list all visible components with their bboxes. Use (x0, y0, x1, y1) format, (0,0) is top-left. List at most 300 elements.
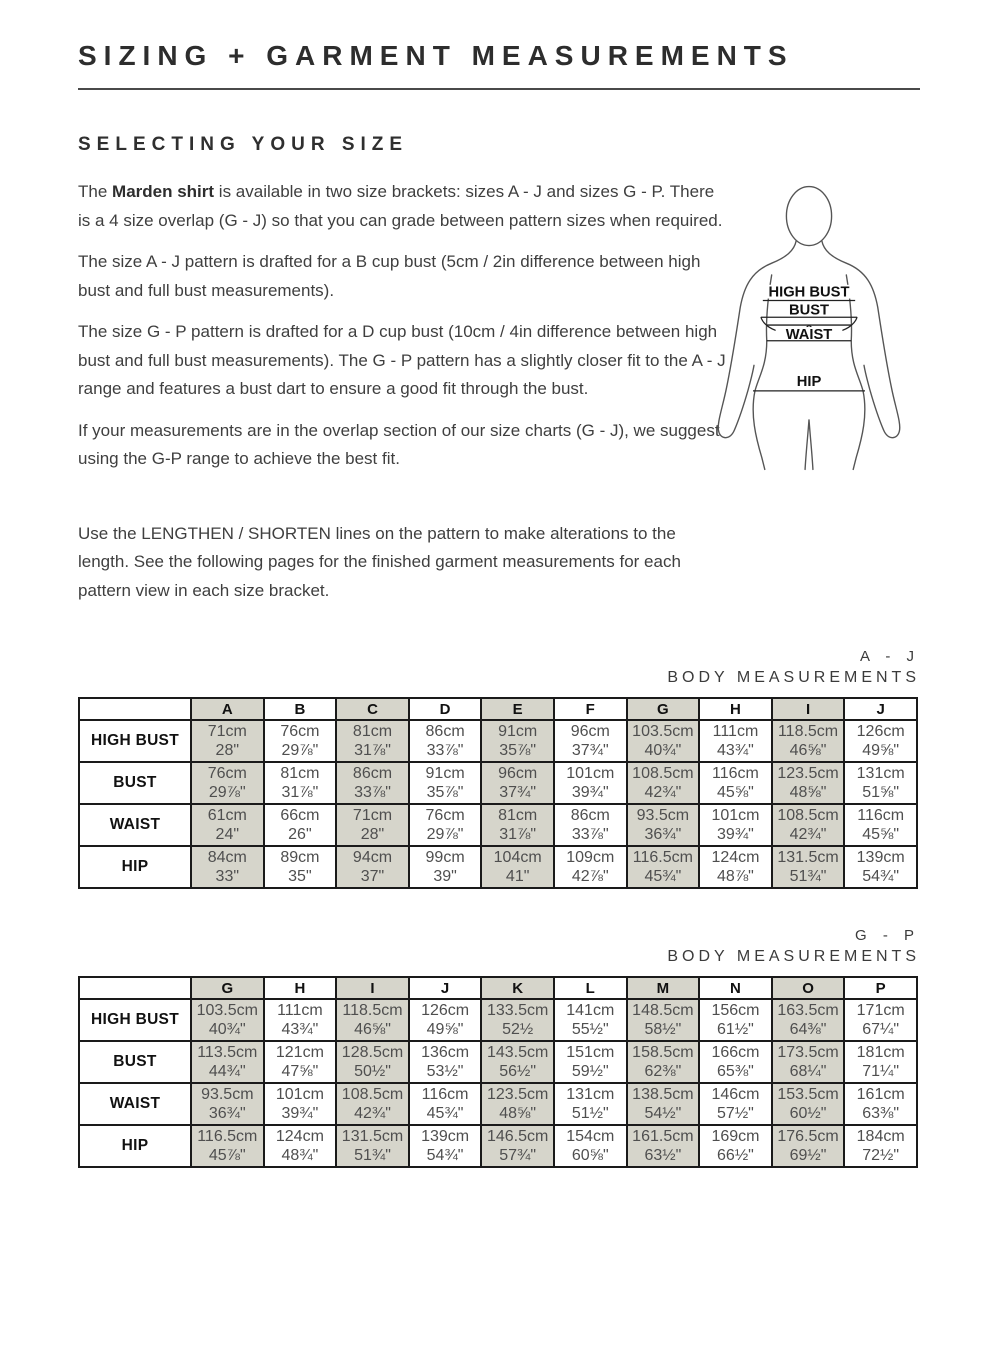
measurement-cell-m-waist (627, 1083, 700, 1125)
size-letter-a: A (191, 698, 264, 720)
measurement-cm: 96cm (498, 765, 538, 782)
measurement-cm: 163.5cm (777, 1002, 839, 1019)
measurement-cell-h-hip (264, 1125, 337, 1167)
size-letter-e: E (481, 698, 554, 720)
measurement-cm: 118.5cm (342, 1002, 403, 1019)
measurement-cell-l-bust (554, 1041, 627, 1083)
measurement-cm: 109cm (566, 849, 615, 866)
measurement-cm: 93.5cm (201, 1086, 254, 1103)
measurement-in: 51½" (571, 1105, 609, 1122)
measurement-cell-g-waist (627, 804, 700, 846)
measurement-cm: 166cm (711, 1044, 760, 1061)
measurement-in: 65⅜" (717, 1063, 754, 1080)
measurement-cm: 138.5cm (632, 1086, 694, 1103)
row-label-bust: BUST (79, 762, 191, 804)
measurement-cm: 104cm (493, 849, 542, 866)
measurement-cell-i-bust (336, 1041, 409, 1083)
row-label-waist: WAIST (79, 1083, 191, 1125)
measurement-cm: 171cm (856, 1002, 905, 1019)
measurement-in: 45¾" (426, 1105, 464, 1122)
measurement-cell-l-hip (554, 1125, 627, 1167)
measurement-cm: 91cm (425, 765, 465, 782)
measurement-in: 51⅝" (862, 784, 900, 801)
measurement-in: 42¾" (789, 826, 827, 843)
measurement-cm: 151cm (566, 1044, 615, 1061)
measurement-cm: 66cm (280, 807, 320, 824)
measurement-cm: 116cm (712, 765, 759, 782)
measurement-in: 64⅜" (789, 1021, 827, 1038)
bracket-label-a-j: A - J (859, 648, 920, 665)
measurement-row-bust (79, 762, 917, 804)
measurement-in: 45⅝" (717, 784, 754, 801)
measurement-cell-i-hip (772, 846, 845, 888)
measurement-cell-a-hip (191, 846, 264, 888)
measurement-in: 28" (360, 826, 385, 843)
measurement-cm: 116cm (857, 807, 905, 824)
measurement-in: 39¾" (571, 784, 609, 801)
measurement-in: 72½" (862, 1147, 900, 1164)
measurement-cm: 139cm (421, 1128, 470, 1145)
measurement-cell-p-high-bust (844, 999, 917, 1041)
measurement-in: 36¾" (208, 1105, 246, 1122)
size-letter-g: G (627, 698, 700, 720)
measurement-in: 24" (215, 826, 240, 843)
measurement-cell-g-hip (627, 846, 700, 888)
measurement-cell-b-high-bust (264, 720, 337, 762)
measurement-row-waist (79, 804, 917, 846)
measurement-in: 35" (288, 868, 312, 885)
measurement-in: 57½" (717, 1105, 754, 1122)
measurement-cell-i-hip (336, 1125, 409, 1167)
measurement-in: 54¾" (426, 1147, 464, 1164)
measurement-cm: 148.5cm (632, 1002, 694, 1019)
size-letter-k: K (481, 977, 554, 999)
measurement-cm: 76cm (280, 723, 320, 740)
measurement-cm: 173.5cm (777, 1044, 839, 1061)
measurement-cell-d-waist (409, 804, 482, 846)
measurement-in: 42¾" (354, 1105, 391, 1122)
measurement-cell-p-bust (844, 1041, 917, 1083)
measurement-cell-j-waist (409, 1083, 482, 1125)
size-letter-f: F (554, 698, 627, 720)
measurement-cell-j-bust (844, 762, 917, 804)
measurement-in: 31⅞" (354, 742, 391, 759)
measurement-cell-d-high-bust (409, 720, 482, 762)
measurement-cell-d-bust (409, 762, 482, 804)
measurement-cm: 169cm (711, 1128, 760, 1145)
measurement-cell-h-waist (699, 804, 772, 846)
measurement-cell-k-bust (481, 1041, 554, 1083)
measurement-cm: 154cm (566, 1128, 615, 1145)
measurement-in: 33⅞" (354, 784, 391, 801)
measurement-in: 71¼" (862, 1063, 900, 1080)
measurement-cm: 71cm (352, 807, 393, 824)
measurement-cm: 123.5cm (777, 765, 839, 782)
measurement-cell-j-high-bust (844, 720, 917, 762)
measurement-cell-e-waist (481, 804, 554, 846)
bracket-subtitle-a-j: BODY MEASUREMENTS (667, 669, 920, 686)
measurement-cell-e-hip (481, 846, 554, 888)
measurement-in: 51¾" (354, 1147, 391, 1164)
measurement-in: 45⅞" (208, 1147, 246, 1164)
measurement-in: 63½" (644, 1147, 682, 1164)
measurement-cell-h-bust (699, 762, 772, 804)
measurement-cm: 94cm (352, 849, 393, 866)
paragraph-overlap: If your measurements are in the overlap section of our size charts (G - J), we suggest using the G-P range to achieve the best fit. (78, 420, 720, 468)
measurement-in: 45¾" (644, 868, 682, 885)
figure-right-torso-leg-outline (846, 275, 865, 469)
measurement-in: 57¾" (499, 1147, 537, 1164)
measurement-cell-j-bust (409, 1041, 482, 1083)
measurement-cm: 176.5cm (777, 1128, 839, 1145)
measurement-cell-n-hip (699, 1125, 772, 1167)
page-title: SIZING + GARMENT MEASUREMENTS (78, 40, 794, 71)
measurement-in: 61½" (717, 1021, 754, 1038)
measurement-cm: 184cm (856, 1128, 905, 1145)
measurement-in: 41" (505, 868, 530, 885)
measurement-cm: 71cm (207, 723, 247, 740)
measurement-cell-n-high-bust (699, 999, 772, 1041)
row-label-bust: BUST (79, 1041, 191, 1083)
measurement-cm: 158.5cm (632, 1044, 694, 1061)
measurement-cm: 108.5cm (632, 765, 694, 782)
measurement-cm: 76cm (425, 807, 465, 824)
measurement-in: 45⅝" (862, 826, 900, 843)
measurement-cell-i-waist (772, 804, 845, 846)
measurement-cell-m-high-bust (627, 999, 700, 1041)
measurement-cell-b-bust (264, 762, 337, 804)
measurement-in: 49⅝" (862, 742, 900, 759)
measurement-cm: 111cm (277, 1002, 323, 1019)
size-letter-d: D (409, 698, 482, 720)
measurement-cm: 116.5cm (632, 849, 693, 866)
measurement-cell-o-hip (772, 1125, 845, 1167)
measurement-cell-g-high-bust (627, 720, 700, 762)
measurement-cell-e-bust (481, 762, 554, 804)
measurement-in: 46⅝" (354, 1021, 391, 1038)
measurement-cell-h-high-bust (264, 999, 337, 1041)
measurement-cm: 101cm (566, 765, 615, 782)
measurement-in: 29⅞" (208, 784, 246, 801)
measurement-in: 26" (288, 826, 312, 843)
measurement-cm: 86cm (352, 765, 393, 782)
size-letter-p: P (844, 977, 917, 999)
measurement-cell-h-waist (264, 1083, 337, 1125)
measurement-cm: 161.5cm (632, 1128, 694, 1145)
measurement-row-waist (79, 1083, 917, 1125)
measurement-cell-n-waist (699, 1083, 772, 1125)
measurement-in: 53½" (426, 1063, 464, 1080)
measurement-cm: 141cm (566, 1002, 615, 1019)
measurement-cm: 118.5cm (777, 723, 839, 740)
size-letter-row (79, 977, 917, 999)
bust-label: BUST (788, 302, 830, 319)
measurement-cm: 153.5cm (777, 1086, 839, 1103)
measurement-in: 52½ (502, 1021, 534, 1038)
measurement-cell-m-hip (627, 1125, 700, 1167)
measurement-cell-g-bust (191, 1041, 264, 1083)
measurement-cell-j-hip (409, 1125, 482, 1167)
pattern-name: Marden shirt (112, 182, 215, 201)
measurement-cell-h-bust (264, 1041, 337, 1083)
measurement-cm: 76cm (207, 765, 247, 782)
size-letter-h: H (699, 698, 772, 720)
measurement-in: 54¾" (862, 868, 900, 885)
measurement-cm: 143.5cm (486, 1044, 549, 1061)
paragraph-text: The (78, 182, 113, 201)
measurement-in: 60½" (789, 1105, 827, 1122)
size-letter-j: J (844, 698, 917, 720)
measurement-cell-c-waist (336, 804, 409, 846)
measurement-in: 42⅞" (571, 868, 609, 885)
measurement-cell-c-hip (336, 846, 409, 888)
measurement-cm: 124cm (275, 1128, 324, 1145)
paragraph-lengthen-shorten: Use the LENGTHEN / SHORTEN lines on the pattern to make alterations to the length. See the following pages for the finished garment measurements for each pattern view in each size bracket. (78, 523, 681, 600)
paragraph-aj-cup: The size A - J pattern is drafted for a B cup bust (5cm / 2in difference between high bust and full bust measurements). (78, 252, 701, 300)
row-label-high-bust: HIGH BUST (79, 999, 191, 1041)
measurement-cm: 93.5cm (636, 807, 690, 824)
measurement-in: 59½" (571, 1063, 609, 1080)
measurement-cell-i-bust (772, 762, 845, 804)
measurement-in: 43¾" (717, 742, 754, 759)
measurement-cm: 126cm (421, 1002, 470, 1019)
body-silhouette-illustration (698, 178, 920, 480)
measurement-cell-l-waist (554, 1083, 627, 1125)
measurement-in: 66½" (717, 1147, 754, 1164)
measurement-row-hip (79, 1125, 917, 1167)
measurement-in: 44¾" (208, 1063, 246, 1080)
figure-left-torso-leg-outline (753, 275, 772, 469)
measurement-in: 55½" (571, 1021, 609, 1038)
figure-head (786, 187, 831, 246)
measurement-in: 48⅝" (789, 784, 827, 801)
bracket-label-g-p: G - P (854, 927, 920, 944)
measurement-cell-d-hip (409, 846, 482, 888)
measurement-in: 69½" (789, 1147, 827, 1164)
measurement-in: 33" (215, 868, 240, 885)
measurement-in: 68¼" (789, 1063, 827, 1080)
measurement-cm: 111cm (712, 723, 759, 740)
measurement-in: 50½" (354, 1063, 391, 1080)
measurement-cm: 61cm (207, 807, 247, 824)
measurement-row-hip (79, 846, 917, 888)
measurement-in: 33⅞" (571, 826, 609, 843)
measurement-in: 49⅝" (426, 1021, 464, 1038)
measurement-cell-p-waist (844, 1083, 917, 1125)
size-letter-g: G (191, 977, 264, 999)
section-heading: SELECTING YOUR SIZE (78, 134, 409, 155)
measurement-cell-c-bust (336, 762, 409, 804)
measurement-cell-i-waist (336, 1083, 409, 1125)
measurement-cell-k-waist (481, 1083, 554, 1125)
measurement-cell-o-high-bust (772, 999, 845, 1041)
measurement-cell-h-high-bust (699, 720, 772, 762)
measurement-cell-k-hip (481, 1125, 554, 1167)
paragraph-availability (78, 178, 726, 235)
bracket-subtitle-g-p: BODY MEASUREMENTS (667, 948, 920, 965)
measurement-in: 56½" (499, 1063, 537, 1080)
measurement-in: 39" (433, 868, 457, 885)
measurement-cell-a-high-bust (191, 720, 264, 762)
measurement-in: 48¾" (281, 1147, 319, 1164)
measurement-cm: 103.5cm (196, 1002, 258, 1019)
figure-inner-legs (805, 419, 813, 469)
measurement-in: 36¾" (644, 826, 682, 843)
intro-paragraphs (78, 178, 726, 605)
measurement-cell-l-high-bust (554, 999, 627, 1041)
measurement-in: 43¾" (281, 1021, 319, 1038)
measurement-cell-j-waist (844, 804, 917, 846)
measurement-cell-g-bust (627, 762, 700, 804)
measurement-cm: 128.5cm (341, 1044, 404, 1061)
measurement-cell-g-waist (191, 1083, 264, 1125)
measurement-cell-b-hip (264, 846, 337, 888)
measurement-in: 29⅞" (426, 826, 464, 843)
measurement-cm: 131cm (856, 765, 905, 782)
measurement-cell-g-high-bust (191, 999, 264, 1041)
measurement-in: 35⅞" (499, 742, 537, 759)
measurement-cm: 131.5cm (777, 849, 839, 866)
measurement-in: 48⅞" (717, 868, 754, 885)
measurement-cm: 136cm (421, 1044, 470, 1061)
body-measurements-table-g-p (78, 976, 918, 1168)
row-label-waist: WAIST (79, 804, 191, 846)
measurement-cm: 101cm (711, 807, 760, 824)
size-letter-n: N (699, 977, 772, 999)
size-letter-c: C (336, 698, 409, 720)
measurement-cm: 99cm (425, 849, 465, 866)
measurement-cm: 81cm (280, 765, 320, 782)
measurement-cm: 108.5cm (341, 1086, 404, 1103)
measurement-cm: 116.5cm (197, 1128, 258, 1145)
size-letter-j: J (409, 977, 482, 999)
measurement-cell-n-bust (699, 1041, 772, 1083)
measurement-in: 51¾" (789, 868, 827, 885)
measurement-cm: 81cm (352, 723, 393, 740)
measurement-cm: 146.5cm (486, 1128, 549, 1145)
measurement-cm: 89cm (280, 849, 320, 866)
measurement-in: 46⅝" (789, 742, 827, 759)
measurement-cm: 146cm (711, 1086, 760, 1103)
measurement-cell-f-waist (554, 804, 627, 846)
measurement-cm: 81cm (498, 807, 538, 824)
measurement-in: 31⅞" (281, 784, 319, 801)
table-corner-cell (79, 698, 191, 720)
measurement-cm: 113.5cm (197, 1044, 258, 1061)
measurement-in: 62⅜" (644, 1063, 682, 1080)
measurement-cm: 156cm (711, 1002, 760, 1019)
size-letter-l: L (554, 977, 627, 999)
measurement-cell-f-high-bust (554, 720, 627, 762)
measurement-cm: 121cm (275, 1044, 324, 1061)
table-corner-cell (79, 977, 191, 999)
measurement-cm: 84cm (207, 849, 247, 866)
hip-label: HIP (796, 373, 822, 390)
size-table-section-g-p (78, 927, 920, 1168)
measurement-cm: 91cm (498, 723, 538, 740)
measurement-row-bust (79, 1041, 917, 1083)
measurement-cm: 133.5cm (486, 1002, 549, 1019)
measurement-row-high-bust (79, 999, 917, 1041)
measurement-cm: 101cm (275, 1086, 324, 1103)
measurement-in: 40¾" (644, 742, 682, 759)
measurement-cm: 103.5cm (632, 723, 694, 740)
measurement-in: 39¾" (281, 1105, 319, 1122)
measurement-in: 42¾" (644, 784, 682, 801)
measurement-in: 37¾" (571, 742, 609, 759)
measurement-cell-a-bust (191, 762, 264, 804)
measurement-in: 58½" (644, 1021, 682, 1038)
measurement-in: 67¼" (862, 1021, 900, 1038)
high-bust-label: HIGH BUST (768, 284, 850, 301)
measurement-cm: 161cm (856, 1086, 905, 1103)
row-label-hip: HIP (79, 1125, 191, 1167)
measurement-cell-f-hip (554, 846, 627, 888)
measurement-row-high-bust (79, 720, 917, 762)
size-letter-b: B (264, 698, 337, 720)
measurement-in: 60⅝" (571, 1147, 609, 1164)
measurement-cell-i-high-bust (336, 999, 409, 1041)
waist-label: WAIST (785, 326, 833, 343)
measurement-cell-h-hip (699, 846, 772, 888)
row-label-hip: HIP (79, 846, 191, 888)
paragraph-gp-cup: The size G - P pattern is drafted for a D cup bust (10cm / 4in difference between high bust and full bust measurements). The G - P pattern has a slightly closer fit to the A - J range and features a bust dart to ensure a good fit through the bust. (78, 322, 726, 398)
measurement-in: 63⅜" (862, 1105, 900, 1122)
measurement-cell-p-hip (844, 1125, 917, 1167)
measurement-cell-i-high-bust (772, 720, 845, 762)
measurement-in: 31⅞" (499, 826, 537, 843)
measurement-in: 48⅝" (499, 1105, 537, 1122)
measurement-cell-m-bust (627, 1041, 700, 1083)
measurement-cell-k-high-bust (481, 999, 554, 1041)
size-letter-row (79, 698, 917, 720)
row-label-high-bust: HIGH BUST (79, 720, 191, 762)
measurement-in: 39¾" (717, 826, 754, 843)
measurement-in: 54½" (644, 1105, 682, 1122)
measurement-cm: 96cm (570, 723, 610, 740)
body-measurement-diagram (698, 178, 920, 480)
title-rule (78, 88, 920, 90)
size-letter-h: H (264, 977, 337, 999)
size-letter-m: M (627, 977, 700, 999)
measurement-cell-c-high-bust (336, 720, 409, 762)
measurement-in: 37¾" (499, 784, 537, 801)
measurement-cell-g-hip (191, 1125, 264, 1167)
measurement-cell-j-high-bust (409, 999, 482, 1041)
size-letter-i: I (772, 698, 845, 720)
measurement-cell-f-bust (554, 762, 627, 804)
measurement-cell-a-waist (191, 804, 264, 846)
measurement-in: 28" (215, 742, 240, 759)
measurement-cm: 131cm (566, 1086, 615, 1103)
measurement-cm: 181cm (856, 1044, 905, 1061)
measurement-cm: 123.5cm (486, 1086, 549, 1103)
paragraph-text: is available in two size brackets: sizes A - J and sizes G - P. There is a 4 size overlap (G - J) so that you can grade between pattern sizes when required. (78, 182, 723, 230)
measurement-in: 29⅞" (281, 742, 319, 759)
measurement-in: 40¾" (208, 1021, 246, 1038)
measurement-in: 33⅞" (426, 742, 464, 759)
measurement-cm: 86cm (425, 723, 465, 740)
measurement-cm: 116cm (421, 1086, 469, 1103)
measurement-cell-e-high-bust (481, 720, 554, 762)
size-table-section-a-j (78, 648, 920, 889)
measurement-cm: 139cm (856, 849, 905, 866)
measurement-cell-j-hip (844, 846, 917, 888)
measurement-cm: 131.5cm (341, 1128, 404, 1145)
measurement-cell-o-bust (772, 1041, 845, 1083)
measurement-in: 47⅝" (281, 1063, 319, 1080)
measurement-cm: 86cm (570, 807, 610, 824)
